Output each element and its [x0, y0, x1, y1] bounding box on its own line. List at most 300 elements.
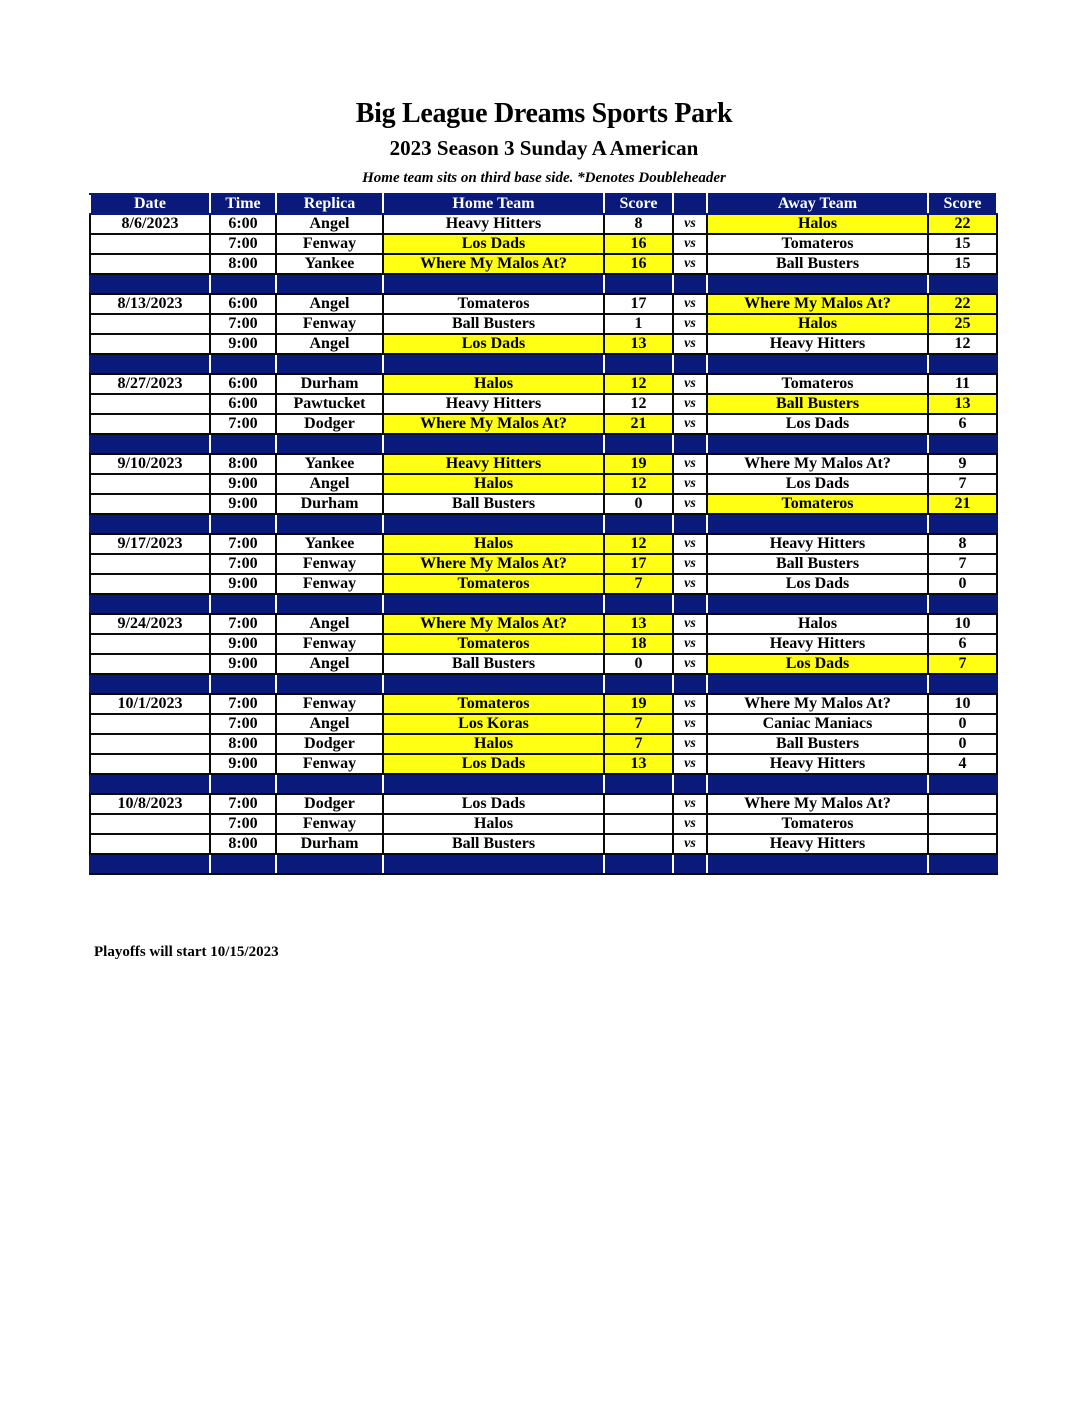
col-header-time: Time	[210, 194, 276, 214]
week-separator-row	[90, 674, 997, 694]
separator-cell	[604, 854, 673, 874]
game-row	[90, 654, 997, 674]
separator-cell	[673, 274, 707, 294]
game-replica-field: Yankee	[276, 254, 383, 274]
home-score: 12	[604, 374, 673, 394]
game-replica-field: Fenway	[276, 554, 383, 574]
game-time: 7:00	[210, 234, 276, 254]
home-team: Tomateros	[383, 694, 604, 714]
separator-cell	[276, 274, 383, 294]
home-team: Heavy Hitters	[383, 394, 604, 414]
game-date	[90, 474, 210, 494]
home-team: Halos	[383, 474, 604, 494]
away-team: Heavy Hitters	[707, 334, 928, 354]
game-row	[90, 214, 997, 234]
game-time: 6:00	[210, 394, 276, 414]
game-time: 9:00	[210, 334, 276, 354]
game-row	[90, 254, 997, 274]
game-time: 9:00	[210, 494, 276, 514]
away-score: 21	[928, 494, 997, 514]
home-score: 17	[604, 554, 673, 574]
separator-cell	[383, 354, 604, 374]
home-score: 0	[604, 654, 673, 674]
separator-cell	[383, 434, 604, 454]
game-date	[90, 314, 210, 334]
separator-cell	[928, 674, 997, 694]
game-replica-field: Fenway	[276, 814, 383, 834]
game-date	[90, 494, 210, 514]
home-team: Heavy Hitters	[383, 454, 604, 474]
game-date	[90, 394, 210, 414]
game-replica-field: Angel	[276, 294, 383, 314]
away-score: 25	[928, 314, 997, 334]
separator-cell	[928, 434, 997, 454]
home-team: Los Dads	[383, 794, 604, 814]
separator-cell	[210, 434, 276, 454]
game-row	[90, 234, 997, 254]
separator-cell	[928, 854, 997, 874]
home-team: Ball Busters	[383, 314, 604, 334]
game-row	[90, 534, 997, 554]
separator-cell	[210, 594, 276, 614]
game-row	[90, 734, 997, 754]
game-replica-field: Angel	[276, 714, 383, 734]
game-time: 6:00	[210, 374, 276, 394]
separator-cell	[707, 434, 928, 454]
home-score: 19	[604, 454, 673, 474]
separator-cell	[673, 514, 707, 534]
home-score	[604, 794, 673, 814]
home-team: Where My Malos At?	[383, 554, 604, 574]
away-team: Heavy Hitters	[707, 754, 928, 774]
game-time: 7:00	[210, 414, 276, 434]
away-team: Where My Malos At?	[707, 694, 928, 714]
game-time: 9:00	[210, 574, 276, 594]
game-date	[90, 834, 210, 854]
vs-label: vs	[673, 734, 707, 754]
separator-cell	[604, 354, 673, 374]
vs-label: vs	[673, 654, 707, 674]
vs-label: vs	[673, 534, 707, 554]
away-team: Ball Busters	[707, 394, 928, 414]
game-date: 8/6/2023	[90, 214, 210, 234]
col-header-replica: Replica	[276, 194, 383, 214]
home-team: Tomateros	[383, 574, 604, 594]
away-team: Los Dads	[707, 654, 928, 674]
vs-label: vs	[673, 794, 707, 814]
game-row	[90, 834, 997, 854]
separator-cell	[604, 774, 673, 794]
game-date: 8/13/2023	[90, 294, 210, 314]
separator-cell	[276, 354, 383, 374]
home-team: Los Dads	[383, 334, 604, 354]
game-row	[90, 474, 997, 494]
away-score: 4	[928, 754, 997, 774]
game-date	[90, 634, 210, 654]
away-score: 10	[928, 694, 997, 714]
week-separator-row	[90, 274, 997, 294]
away-score: 8	[928, 534, 997, 554]
separator-cell	[707, 774, 928, 794]
game-date	[90, 234, 210, 254]
playoffs-note: Playoffs will start 10/15/2023	[94, 944, 279, 960]
game-replica-field: Fenway	[276, 234, 383, 254]
separator-cell	[673, 674, 707, 694]
away-score: 15	[928, 254, 997, 274]
game-date: 9/10/2023	[90, 454, 210, 474]
vs-label: vs	[673, 614, 707, 634]
away-team: Tomateros	[707, 814, 928, 834]
home-score: 13	[604, 334, 673, 354]
schedule-table	[89, 193, 998, 875]
separator-cell	[707, 854, 928, 874]
separator-cell	[276, 514, 383, 534]
game-row	[90, 414, 997, 434]
game-time: 6:00	[210, 294, 276, 314]
separator-cell	[210, 354, 276, 374]
vs-label: vs	[673, 494, 707, 514]
separator-cell	[928, 514, 997, 534]
separator-cell	[276, 854, 383, 874]
home-team: Ball Busters	[383, 494, 604, 514]
away-score: 6	[928, 634, 997, 654]
game-time: 7:00	[210, 794, 276, 814]
away-score	[928, 834, 997, 854]
away-score: 6	[928, 414, 997, 434]
separator-cell	[90, 514, 210, 534]
home-team: Los Koras	[383, 714, 604, 734]
home-score: 7	[604, 734, 673, 754]
col-header-away-score: Score	[928, 194, 997, 214]
away-score: 7	[928, 474, 997, 494]
away-team: Tomateros	[707, 494, 928, 514]
away-team: Ball Busters	[707, 734, 928, 754]
game-time: 9:00	[210, 474, 276, 494]
separator-cell	[707, 274, 928, 294]
home-team: Where My Malos At?	[383, 414, 604, 434]
game-row	[90, 814, 997, 834]
game-row	[90, 294, 997, 314]
game-replica-field: Yankee	[276, 454, 383, 474]
home-team: Where My Malos At?	[383, 614, 604, 634]
game-time: 8:00	[210, 454, 276, 474]
game-date	[90, 734, 210, 754]
away-score: 7	[928, 554, 997, 574]
vs-label: vs	[673, 374, 707, 394]
col-header-vs	[673, 194, 707, 214]
separator-cell	[90, 274, 210, 294]
col-header-home-score: Score	[604, 194, 673, 214]
separator-cell	[276, 594, 383, 614]
separator-cell	[604, 434, 673, 454]
game-date	[90, 814, 210, 834]
separator-cell	[928, 594, 997, 614]
game-date: 10/8/2023	[90, 794, 210, 814]
game-row	[90, 574, 997, 594]
vs-label: vs	[673, 294, 707, 314]
separator-cell	[383, 854, 604, 874]
away-score: 12	[928, 334, 997, 354]
away-team: Where My Malos At?	[707, 454, 928, 474]
game-replica-field: Fenway	[276, 314, 383, 334]
separator-cell	[383, 514, 604, 534]
separator-cell	[90, 354, 210, 374]
separator-cell	[604, 594, 673, 614]
game-row	[90, 634, 997, 654]
away-score	[928, 814, 997, 834]
game-date	[90, 414, 210, 434]
separator-cell	[604, 514, 673, 534]
game-replica-field: Angel	[276, 334, 383, 354]
separator-cell	[707, 354, 928, 374]
separator-cell	[210, 674, 276, 694]
season-subtitle: 2023 Season 3 Sunday A American	[389, 136, 699, 160]
away-team: Heavy Hitters	[707, 634, 928, 654]
col-header-away-team: Away Team	[707, 194, 928, 214]
home-score: 19	[604, 694, 673, 714]
home-score: 1	[604, 314, 673, 334]
game-time: 8:00	[210, 254, 276, 274]
vs-label: vs	[673, 454, 707, 474]
away-score: 0	[928, 574, 997, 594]
page-title: Big League Dreams Sports Park	[355, 98, 733, 129]
away-score: 13	[928, 394, 997, 414]
away-team: Halos	[707, 314, 928, 334]
vs-label: vs	[673, 334, 707, 354]
separator-cell	[383, 594, 604, 614]
home-team: Halos	[383, 814, 604, 834]
away-team: Halos	[707, 614, 928, 634]
separator-cell	[276, 674, 383, 694]
vs-label: vs	[673, 574, 707, 594]
game-time: 7:00	[210, 614, 276, 634]
separator-cell	[90, 434, 210, 454]
separator-cell	[707, 594, 928, 614]
away-score: 22	[928, 294, 997, 314]
home-score: 18	[604, 634, 673, 654]
game-replica-field: Angel	[276, 654, 383, 674]
col-header-date: Date	[90, 194, 210, 214]
vs-label: vs	[673, 234, 707, 254]
separator-cell	[707, 514, 928, 534]
home-score: 7	[604, 574, 673, 594]
game-time: 9:00	[210, 634, 276, 654]
game-row	[90, 714, 997, 734]
game-time: 7:00	[210, 534, 276, 554]
home-team-note: Home team sits on third base side. *Denotes Doubleheader	[362, 170, 726, 186]
away-team: Where My Malos At?	[707, 794, 928, 814]
vs-label: vs	[673, 694, 707, 714]
game-time: 7:00	[210, 714, 276, 734]
separator-cell	[604, 674, 673, 694]
away-team: Los Dads	[707, 574, 928, 594]
game-time: 9:00	[210, 754, 276, 774]
header-row	[90, 194, 997, 214]
game-time: 7:00	[210, 314, 276, 334]
home-team: Ball Busters	[383, 834, 604, 854]
game-row	[90, 334, 997, 354]
away-team: Where My Malos At?	[707, 294, 928, 314]
game-time: 7:00	[210, 554, 276, 574]
away-score: 11	[928, 374, 997, 394]
home-score	[604, 834, 673, 854]
away-score: 7	[928, 654, 997, 674]
game-date	[90, 754, 210, 774]
game-time: 8:00	[210, 734, 276, 754]
away-score: 22	[928, 214, 997, 234]
game-replica-field: Fenway	[276, 694, 383, 714]
away-team: Heavy Hitters	[707, 534, 928, 554]
game-replica-field: Durham	[276, 834, 383, 854]
game-replica-field: Pawtucket	[276, 394, 383, 414]
game-replica-field: Fenway	[276, 754, 383, 774]
away-team: Tomateros	[707, 374, 928, 394]
game-row	[90, 554, 997, 574]
away-team: Los Dads	[707, 414, 928, 434]
game-row	[90, 314, 997, 334]
game-replica-field: Dodger	[276, 414, 383, 434]
home-team: Where My Malos At?	[383, 254, 604, 274]
game-replica-field: Angel	[276, 214, 383, 234]
separator-cell	[383, 274, 604, 294]
game-row	[90, 794, 997, 814]
separator-cell	[90, 854, 210, 874]
home-team: Halos	[383, 534, 604, 554]
separator-cell	[90, 594, 210, 614]
separator-cell	[90, 674, 210, 694]
game-row	[90, 614, 997, 634]
separator-cell	[673, 594, 707, 614]
separator-cell	[673, 354, 707, 374]
separator-cell	[210, 774, 276, 794]
home-team: Tomateros	[383, 634, 604, 654]
game-row	[90, 494, 997, 514]
separator-cell	[928, 774, 997, 794]
game-date	[90, 714, 210, 734]
home-score: 16	[604, 254, 673, 274]
separator-cell	[210, 854, 276, 874]
game-row	[90, 394, 997, 414]
home-score: 13	[604, 614, 673, 634]
game-date: 9/17/2023	[90, 534, 210, 554]
home-team: Los Dads	[383, 234, 604, 254]
separator-cell	[604, 274, 673, 294]
home-score	[604, 814, 673, 834]
away-team: Ball Busters	[707, 254, 928, 274]
away-team: Ball Busters	[707, 554, 928, 574]
home-team: Los Dads	[383, 754, 604, 774]
vs-label: vs	[673, 834, 707, 854]
vs-label: vs	[673, 254, 707, 274]
home-team: Heavy Hitters	[383, 214, 604, 234]
separator-cell	[90, 774, 210, 794]
game-time: 7:00	[210, 814, 276, 834]
game-date	[90, 654, 210, 674]
away-team: Caniac Maniacs	[707, 714, 928, 734]
col-header-home-team: Home Team	[383, 194, 604, 214]
week-separator-row	[90, 514, 997, 534]
home-score: 8	[604, 214, 673, 234]
game-time: 7:00	[210, 694, 276, 714]
vs-label: vs	[673, 554, 707, 574]
vs-label: vs	[673, 414, 707, 434]
game-date	[90, 554, 210, 574]
game-replica-field: Fenway	[276, 574, 383, 594]
away-score: 9	[928, 454, 997, 474]
game-date	[90, 334, 210, 354]
game-replica-field: Durham	[276, 494, 383, 514]
separator-cell	[928, 274, 997, 294]
away-score: 15	[928, 234, 997, 254]
vs-label: vs	[673, 754, 707, 774]
home-score: 7	[604, 714, 673, 734]
away-score	[928, 794, 997, 814]
vs-label: vs	[673, 474, 707, 494]
game-replica-field: Angel	[276, 614, 383, 634]
vs-label: vs	[673, 314, 707, 334]
game-time: 9:00	[210, 654, 276, 674]
separator-cell	[928, 354, 997, 374]
home-team: Halos	[383, 734, 604, 754]
vs-label: vs	[673, 394, 707, 414]
game-row	[90, 694, 997, 714]
separator-cell	[210, 274, 276, 294]
home-team: Halos	[383, 374, 604, 394]
game-replica-field: Yankee	[276, 534, 383, 554]
home-score: 12	[604, 394, 673, 414]
separator-cell	[383, 674, 604, 694]
home-score: 13	[604, 754, 673, 774]
vs-label: vs	[673, 214, 707, 234]
separator-cell	[673, 774, 707, 794]
away-score: 10	[928, 614, 997, 634]
vs-label: vs	[673, 714, 707, 734]
week-separator-row	[90, 594, 997, 614]
week-separator-row	[90, 854, 997, 874]
game-date: 9/24/2023	[90, 614, 210, 634]
game-date: 8/27/2023	[90, 374, 210, 394]
game-date	[90, 254, 210, 274]
game-row	[90, 754, 997, 774]
separator-cell	[383, 774, 604, 794]
game-date	[90, 574, 210, 594]
week-separator-row	[90, 774, 997, 794]
separator-cell	[707, 674, 928, 694]
separator-cell	[210, 514, 276, 534]
separator-cell	[276, 774, 383, 794]
away-score: 0	[928, 714, 997, 734]
separator-cell	[673, 854, 707, 874]
home-score: 12	[604, 534, 673, 554]
home-score: 12	[604, 474, 673, 494]
home-score: 17	[604, 294, 673, 314]
game-replica-field: Fenway	[276, 634, 383, 654]
week-separator-row	[90, 354, 997, 374]
game-time: 6:00	[210, 214, 276, 234]
separator-cell	[673, 434, 707, 454]
week-separator-row	[90, 434, 997, 454]
home-score: 16	[604, 234, 673, 254]
game-row	[90, 454, 997, 474]
away-score: 0	[928, 734, 997, 754]
home-team: Tomateros	[383, 294, 604, 314]
vs-label: vs	[673, 814, 707, 834]
game-replica-field: Angel	[276, 474, 383, 494]
home-team: Ball Busters	[383, 654, 604, 674]
game-replica-field: Dodger	[276, 794, 383, 814]
away-team: Los Dads	[707, 474, 928, 494]
home-score: 21	[604, 414, 673, 434]
